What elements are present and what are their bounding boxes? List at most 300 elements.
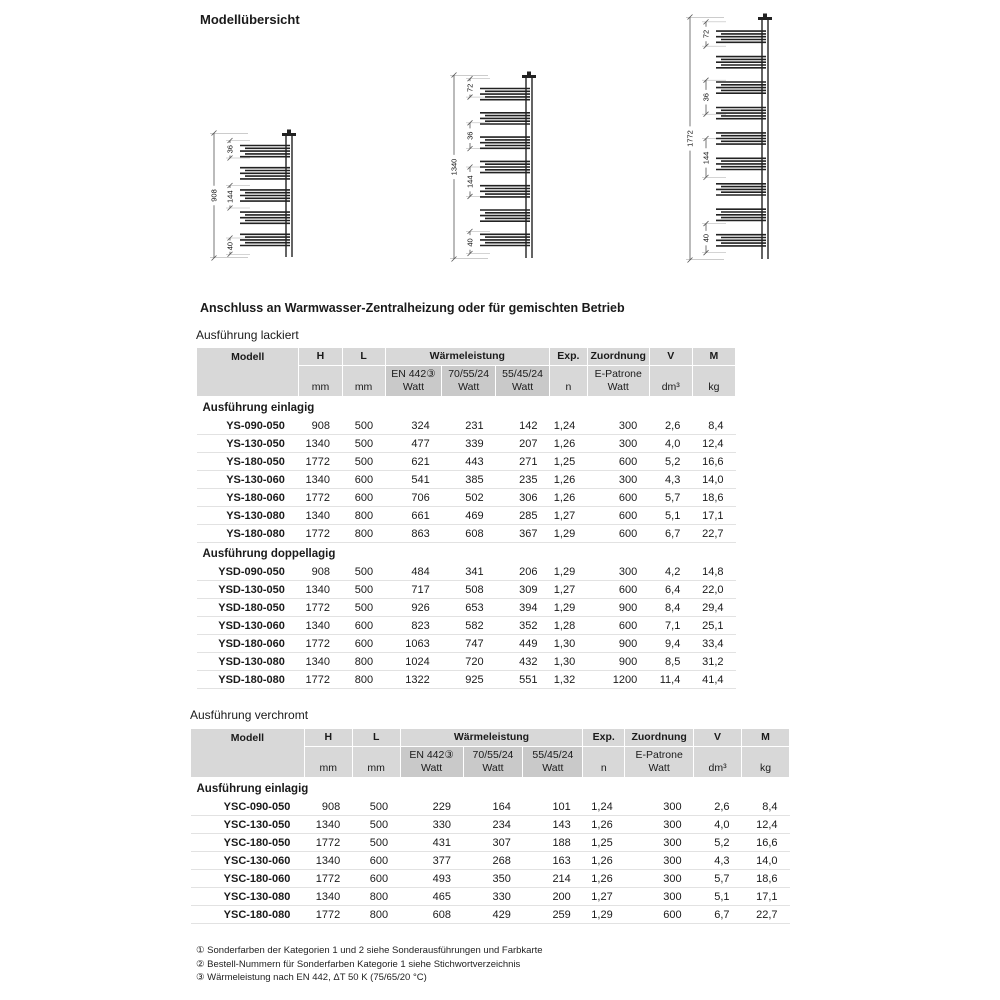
header-v-unit bbox=[694, 747, 742, 778]
cell-modell: YS-130-050 bbox=[197, 435, 299, 453]
cell-epatrone: 900 bbox=[587, 599, 649, 617]
header-h-label: H bbox=[316, 350, 325, 362]
header-exp-unit bbox=[550, 366, 588, 397]
header-l-unit bbox=[342, 366, 385, 397]
cell-m: 17,1 bbox=[692, 507, 735, 525]
cell-c70-55-24: 502 bbox=[442, 489, 496, 507]
header-v-label: V bbox=[667, 350, 675, 362]
cell-l: 500 bbox=[342, 581, 385, 599]
cell-modell: YSC-130-080 bbox=[191, 888, 305, 906]
header-55-45-24-label: Watt bbox=[542, 762, 564, 775]
header-h-unit-label: mm bbox=[311, 381, 330, 394]
cell-en442: 1322 bbox=[385, 671, 442, 689]
header-waermeleistung bbox=[400, 729, 583, 747]
footnote-marker-2: ② bbox=[196, 958, 205, 970]
header-m bbox=[692, 348, 735, 366]
header-en442 bbox=[400, 747, 463, 778]
cell-exp: 1,26 bbox=[550, 489, 588, 507]
footnote-marker-1: ① bbox=[196, 945, 205, 956]
header-l bbox=[352, 729, 400, 747]
cell-c55-45-24: 285 bbox=[496, 507, 550, 525]
cell-en442: 823 bbox=[385, 617, 442, 635]
header-en442-label: Watt bbox=[420, 762, 443, 775]
header-m-label: M bbox=[761, 731, 770, 743]
cell-h: 1340 bbox=[304, 852, 352, 870]
header-55-45-24 bbox=[523, 747, 583, 778]
cell-en442: 477 bbox=[385, 435, 442, 453]
cell-c55-45-24: 143 bbox=[523, 816, 583, 834]
table-row bbox=[191, 798, 790, 816]
cell-en442: 324 bbox=[385, 417, 442, 435]
header-70-55-24 bbox=[463, 747, 523, 778]
cell-c70-55-24: 307 bbox=[463, 834, 523, 852]
header-55-45-24 bbox=[496, 366, 550, 397]
table-row bbox=[191, 888, 790, 906]
header-exp bbox=[550, 348, 588, 366]
cell-c70-55-24: 608 bbox=[442, 525, 496, 543]
cell-m: 29,4 bbox=[692, 599, 735, 617]
cell-l: 500 bbox=[342, 563, 385, 581]
cell-c55-45-24: 101 bbox=[523, 798, 583, 816]
cell-modell: YSD-180-080 bbox=[197, 671, 299, 689]
svg-text:40: 40 bbox=[465, 238, 475, 247]
header-70-55-24 bbox=[442, 366, 496, 397]
cell-c55-45-24: 309 bbox=[496, 581, 550, 599]
header-exp-unit-label: n bbox=[600, 762, 607, 775]
cell-h: 908 bbox=[299, 563, 342, 581]
cell-c70-55-24: 925 bbox=[442, 671, 496, 689]
header-epatrone-label: E-Patrone bbox=[594, 368, 642, 381]
cell-exp: 1,27 bbox=[550, 581, 588, 599]
svg-text:908: 908 bbox=[209, 189, 219, 202]
header-m-label: M bbox=[709, 350, 719, 362]
table-row bbox=[197, 671, 736, 689]
cell-v: 5,2 bbox=[694, 834, 742, 852]
cell-v: 5,7 bbox=[649, 489, 692, 507]
cell-c70-55-24: 508 bbox=[442, 581, 496, 599]
cell-modell: YSD-130-080 bbox=[197, 653, 299, 671]
cell-l: 800 bbox=[342, 671, 385, 689]
cell-en442: 1063 bbox=[385, 635, 442, 653]
cell-h: 1340 bbox=[299, 581, 342, 599]
table-row bbox=[191, 870, 790, 888]
cell-modell: YSD-090-050 bbox=[197, 563, 299, 581]
group-label: Ausführung einlagig bbox=[202, 402, 315, 415]
cell-h: 1340 bbox=[304, 816, 352, 834]
cell-c70-55-24: 341 bbox=[442, 563, 496, 581]
cell-v: 4,3 bbox=[694, 852, 742, 870]
cell-c55-45-24: 432 bbox=[496, 653, 550, 671]
table-section-lackiert bbox=[196, 347, 736, 689]
cell-m: 18,6 bbox=[692, 489, 735, 507]
cell-modell: YSD-180-050 bbox=[197, 599, 299, 617]
cell-c70-55-24: 720 bbox=[442, 653, 496, 671]
footnote-text-1: Sonderfarben der Kategorien 1 und 2 siehe Sonderausführungen und Farbkarte bbox=[207, 945, 543, 956]
cell-exp: 1,25 bbox=[583, 834, 625, 852]
cell-l: 500 bbox=[342, 453, 385, 471]
header-l-unit-label: mm bbox=[354, 381, 373, 394]
cell-c70-55-24: 268 bbox=[463, 852, 523, 870]
header-modell bbox=[197, 348, 299, 397]
cell-modell: YSC-180-050 bbox=[191, 834, 305, 852]
table-row bbox=[197, 489, 736, 507]
cell-m: 31,2 bbox=[692, 653, 735, 671]
cell-epatrone: 300 bbox=[625, 816, 694, 834]
cell-v: 2,6 bbox=[649, 417, 692, 435]
cell-v: 5,1 bbox=[694, 888, 742, 906]
table-row bbox=[197, 435, 736, 453]
header-m-unit bbox=[742, 747, 790, 778]
header-70-55-24-label: Watt bbox=[482, 762, 504, 775]
table-header bbox=[191, 729, 790, 778]
cell-h: 908 bbox=[299, 417, 342, 435]
cell-v: 5,2 bbox=[649, 453, 692, 471]
cell-epatrone: 900 bbox=[587, 653, 649, 671]
cell-l: 600 bbox=[352, 852, 400, 870]
cell-exp: 1,29 bbox=[583, 906, 625, 924]
table-row bbox=[191, 816, 790, 834]
cell-epatrone: 1200 bbox=[587, 671, 649, 689]
cell-exp: 1,30 bbox=[550, 635, 588, 653]
cell-en442: 706 bbox=[385, 489, 442, 507]
spec-table-lackiert bbox=[196, 347, 736, 689]
cell-m: 14,8 bbox=[692, 563, 735, 581]
cell-l: 800 bbox=[342, 525, 385, 543]
cell-epatrone: 300 bbox=[587, 563, 649, 581]
cell-exp: 1,29 bbox=[550, 599, 588, 617]
footnote-text-2: Bestell-Nummern für Sonderfarben Kategorie 1 siehe Stichwortverzeichnis bbox=[207, 958, 521, 970]
header-h-unit bbox=[299, 366, 342, 397]
cell-epatrone: 600 bbox=[587, 489, 649, 507]
cell-en442: 431 bbox=[400, 834, 463, 852]
cell-c70-55-24: 582 bbox=[442, 617, 496, 635]
cell-v: 9,4 bbox=[649, 635, 692, 653]
spec-table-verchromt bbox=[190, 728, 790, 924]
cell-epatrone: 600 bbox=[587, 617, 649, 635]
radiator-svg bbox=[682, 12, 794, 265]
header-h bbox=[304, 729, 352, 747]
cell-h: 1772 bbox=[304, 906, 352, 924]
table-row bbox=[191, 852, 790, 870]
cell-exp: 1,32 bbox=[550, 671, 588, 689]
cell-m: 18,6 bbox=[742, 870, 790, 888]
cell-en442: 484 bbox=[385, 563, 442, 581]
cell-c55-45-24: 551 bbox=[496, 671, 550, 689]
svg-text:144: 144 bbox=[225, 190, 235, 204]
cell-h: 1340 bbox=[299, 507, 342, 525]
table-row bbox=[197, 617, 736, 635]
cell-modell: YS-180-060 bbox=[197, 489, 299, 507]
table-row bbox=[197, 507, 736, 525]
table-row bbox=[197, 471, 736, 489]
header-l-unit-label: mm bbox=[367, 762, 385, 775]
cell-modell: YSD-130-050 bbox=[197, 581, 299, 599]
cell-c70-55-24: 350 bbox=[463, 870, 523, 888]
cell-h: 1772 bbox=[304, 834, 352, 852]
cell-m: 8,4 bbox=[692, 417, 735, 435]
table-row bbox=[197, 599, 736, 617]
svg-text:144: 144 bbox=[701, 151, 711, 165]
cell-epatrone: 600 bbox=[587, 525, 649, 543]
footnote-text-3: Wärmeleistung nach EN 442, ΔT 50 K (75/65/20 °C) bbox=[207, 972, 427, 983]
cell-modell: YS-180-080 bbox=[197, 525, 299, 543]
table-row bbox=[197, 417, 736, 435]
cell-l: 600 bbox=[352, 870, 400, 888]
cell-v: 11,4 bbox=[649, 671, 692, 689]
header-exp-label: Exp. bbox=[557, 350, 580, 362]
cell-v: 4,2 bbox=[649, 563, 692, 581]
cell-epatrone: 300 bbox=[625, 888, 694, 906]
header-h-label: H bbox=[324, 731, 333, 743]
header-70-55-24-label: 70/55/24 bbox=[472, 749, 514, 762]
cell-m: 14,0 bbox=[742, 852, 790, 870]
cell-c55-45-24: 200 bbox=[523, 888, 583, 906]
cell-v: 6,7 bbox=[694, 906, 742, 924]
header-zuordnung bbox=[625, 729, 694, 747]
cell-c55-45-24: 271 bbox=[496, 453, 550, 471]
cell-l: 500 bbox=[352, 816, 400, 834]
header-55-45-24-label: 55/45/24 bbox=[532, 749, 574, 762]
header-h bbox=[299, 348, 342, 366]
header-70-55-24-label: Watt bbox=[458, 381, 480, 394]
cell-v: 7,1 bbox=[649, 617, 692, 635]
header-h-unit-label: mm bbox=[319, 762, 338, 775]
cell-h: 1772 bbox=[304, 870, 352, 888]
table-body bbox=[191, 778, 790, 924]
svg-text:144: 144 bbox=[465, 175, 475, 188]
cell-c55-45-24: 367 bbox=[496, 525, 550, 543]
header-m-unit-label: kg bbox=[708, 381, 720, 394]
cell-c55-45-24: 206 bbox=[496, 563, 550, 581]
header-l-label: L bbox=[360, 350, 367, 362]
svg-text:40: 40 bbox=[701, 233, 711, 243]
cell-en442: 608 bbox=[400, 906, 463, 924]
header-v-unit-label: dm³ bbox=[661, 381, 680, 394]
cell-m: 22,7 bbox=[742, 906, 790, 924]
cell-v: 6,4 bbox=[649, 581, 692, 599]
cell-exp: 1,24 bbox=[583, 798, 625, 816]
header-epatrone bbox=[587, 366, 649, 397]
cell-modell: YS-130-060 bbox=[197, 471, 299, 489]
header-70-55-24-label: 70/55/24 bbox=[448, 368, 490, 381]
svg-text:72: 72 bbox=[465, 83, 475, 93]
cell-m: 14,0 bbox=[692, 471, 735, 489]
cell-m: 22,7 bbox=[692, 525, 735, 543]
cell-h: 1772 bbox=[299, 453, 342, 471]
cell-modell: YS-090-050 bbox=[197, 417, 299, 435]
table-section-verchromt bbox=[190, 728, 790, 924]
cell-v: 4,0 bbox=[694, 816, 742, 834]
cell-c70-55-24: 164 bbox=[463, 798, 523, 816]
cell-exp: 1,25 bbox=[550, 453, 588, 471]
header-waermeleistung bbox=[385, 348, 549, 366]
radiator-drawing-1340 bbox=[446, 70, 558, 269]
cell-v: 5,1 bbox=[649, 507, 692, 525]
cell-en442: 330 bbox=[400, 816, 463, 834]
svg-text:36: 36 bbox=[701, 93, 711, 102]
cell-m: 12,4 bbox=[692, 435, 735, 453]
header-epatrone-label: Watt bbox=[607, 381, 629, 394]
cell-l: 500 bbox=[352, 798, 400, 816]
cell-exp: 1,30 bbox=[550, 653, 588, 671]
header-waermeleistung-label: Wärmeleistung bbox=[453, 731, 530, 743]
table-row bbox=[197, 563, 736, 581]
cell-modell: YSD-130-060 bbox=[197, 617, 299, 635]
cell-modell: YSC-130-050 bbox=[191, 816, 305, 834]
header-v bbox=[649, 348, 692, 366]
cell-en442: 621 bbox=[385, 453, 442, 471]
cell-epatrone: 300 bbox=[587, 435, 649, 453]
cell-c70-55-24: 469 bbox=[442, 507, 496, 525]
group-header-row bbox=[197, 543, 736, 563]
cell-exp: 1,24 bbox=[550, 417, 588, 435]
header-exp-unit bbox=[583, 747, 625, 778]
footnote-marker-3: ③ bbox=[196, 972, 205, 983]
header-modell bbox=[191, 729, 305, 778]
cell-l: 600 bbox=[342, 617, 385, 635]
cell-c55-45-24: 207 bbox=[496, 435, 550, 453]
header-en442 bbox=[385, 366, 442, 397]
section-heading: Anschluss an Warmwasser-Zentralheizung oder für gemischten Betrieb bbox=[200, 301, 625, 315]
svg-text:1772: 1772 bbox=[685, 130, 695, 147]
cell-c70-55-24: 231 bbox=[442, 417, 496, 435]
header-zuordnung-label: Zuordnung bbox=[631, 731, 687, 743]
table-row bbox=[197, 653, 736, 671]
cell-epatrone: 600 bbox=[587, 453, 649, 471]
table-header bbox=[197, 348, 736, 397]
header-en442-label: EN 442③ bbox=[409, 749, 454, 762]
cell-m: 16,6 bbox=[692, 453, 735, 471]
cell-exp: 1,29 bbox=[550, 525, 588, 543]
cell-l: 800 bbox=[342, 507, 385, 525]
svg-text:36: 36 bbox=[225, 145, 235, 154]
cell-exp: 1,26 bbox=[550, 435, 588, 453]
radiator-svg bbox=[446, 70, 558, 264]
cell-c55-45-24: 235 bbox=[496, 471, 550, 489]
cell-c55-45-24: 394 bbox=[496, 599, 550, 617]
cell-v: 5,7 bbox=[694, 870, 742, 888]
cell-epatrone: 300 bbox=[625, 798, 694, 816]
group-label: Ausführung einlagig bbox=[196, 783, 309, 796]
cell-l: 500 bbox=[342, 417, 385, 435]
svg-text:72: 72 bbox=[701, 29, 711, 39]
cell-l: 800 bbox=[352, 888, 400, 906]
cell-modell: YSC-180-080 bbox=[191, 906, 305, 924]
cell-m: 22,0 bbox=[692, 581, 735, 599]
cell-epatrone: 300 bbox=[625, 834, 694, 852]
header-v-label: V bbox=[714, 731, 722, 743]
cell-en442: 541 bbox=[385, 471, 442, 489]
cell-exp: 1,28 bbox=[550, 617, 588, 635]
header-epatrone-label: E-Patrone bbox=[635, 749, 683, 762]
cell-l: 600 bbox=[342, 635, 385, 653]
cell-epatrone: 600 bbox=[587, 581, 649, 599]
cell-modell: YSD-180-060 bbox=[197, 635, 299, 653]
cell-epatrone: 900 bbox=[587, 635, 649, 653]
cell-en442: 863 bbox=[385, 525, 442, 543]
cell-m: 17,1 bbox=[742, 888, 790, 906]
cell-modell: YSC-130-060 bbox=[191, 852, 305, 870]
cell-c70-55-24: 443 bbox=[442, 453, 496, 471]
cell-c70-55-24: 330 bbox=[463, 888, 523, 906]
cell-c55-45-24: 142 bbox=[496, 417, 550, 435]
header-55-45-24-label: Watt bbox=[511, 381, 534, 394]
table-body bbox=[197, 397, 736, 689]
cell-h: 908 bbox=[304, 798, 352, 816]
cell-modell: YS-130-080 bbox=[197, 507, 299, 525]
cell-epatrone: 600 bbox=[625, 906, 694, 924]
cell-h: 1340 bbox=[299, 471, 342, 489]
header-zuordnung bbox=[587, 348, 649, 366]
cell-c55-45-24: 214 bbox=[523, 870, 583, 888]
header-l-label: L bbox=[372, 731, 380, 743]
cell-h: 1772 bbox=[299, 525, 342, 543]
cell-l: 800 bbox=[352, 906, 400, 924]
cell-l: 800 bbox=[342, 653, 385, 671]
header-exp-unit-label: n bbox=[565, 381, 572, 394]
cell-c70-55-24: 747 bbox=[442, 635, 496, 653]
header-v-unit bbox=[649, 366, 692, 397]
cell-exp: 1,26 bbox=[583, 852, 625, 870]
cell-m: 41,4 bbox=[692, 671, 735, 689]
footnote-3 bbox=[196, 971, 543, 985]
cell-l: 500 bbox=[342, 435, 385, 453]
cell-v: 8,5 bbox=[649, 653, 692, 671]
cell-c55-45-24: 449 bbox=[496, 635, 550, 653]
cell-m: 25,1 bbox=[692, 617, 735, 635]
cell-c55-45-24: 163 bbox=[523, 852, 583, 870]
radiator-drawing-908 bbox=[206, 128, 318, 268]
cell-m: 16,6 bbox=[742, 834, 790, 852]
table-caption-verchromt: Ausführung verchromt bbox=[190, 708, 309, 722]
header-epatrone bbox=[625, 747, 694, 778]
header-waermeleistung-label: Wärmeleistung bbox=[429, 350, 505, 362]
cell-v: 8,4 bbox=[649, 599, 692, 617]
cell-l: 500 bbox=[352, 834, 400, 852]
cell-h: 1772 bbox=[299, 635, 342, 653]
cell-exp: 1,26 bbox=[550, 471, 588, 489]
header-h-unit bbox=[304, 747, 352, 778]
cell-c70-55-24: 385 bbox=[442, 471, 496, 489]
cell-exp: 1,29 bbox=[550, 563, 588, 581]
cell-en442: 493 bbox=[400, 870, 463, 888]
cell-c55-45-24: 259 bbox=[523, 906, 583, 924]
table-row bbox=[191, 834, 790, 852]
cell-m: 8,4 bbox=[742, 798, 790, 816]
table-caption-lackiert: Ausführung lackiert bbox=[196, 328, 299, 342]
cell-v: 2,6 bbox=[694, 798, 742, 816]
radiator-drawing-1772 bbox=[682, 12, 794, 270]
cell-epatrone: 300 bbox=[587, 471, 649, 489]
footnote-1 bbox=[196, 944, 543, 958]
table-row bbox=[191, 906, 790, 924]
cell-en442: 926 bbox=[385, 599, 442, 617]
group-label: Ausführung doppellagig bbox=[202, 548, 336, 561]
header-modell-label: Modell bbox=[231, 351, 265, 363]
cell-h: 1772 bbox=[299, 599, 342, 617]
svg-text:36: 36 bbox=[465, 131, 475, 140]
footnote-2 bbox=[196, 958, 543, 972]
cell-exp: 1,26 bbox=[583, 816, 625, 834]
cell-h: 1340 bbox=[299, 617, 342, 635]
table-row bbox=[197, 453, 736, 471]
footnotes bbox=[196, 944, 543, 985]
svg-text:40: 40 bbox=[225, 241, 235, 251]
cell-exp: 1,27 bbox=[550, 507, 588, 525]
cell-h: 1772 bbox=[299, 489, 342, 507]
cell-en442: 465 bbox=[400, 888, 463, 906]
cell-c70-55-24: 429 bbox=[463, 906, 523, 924]
